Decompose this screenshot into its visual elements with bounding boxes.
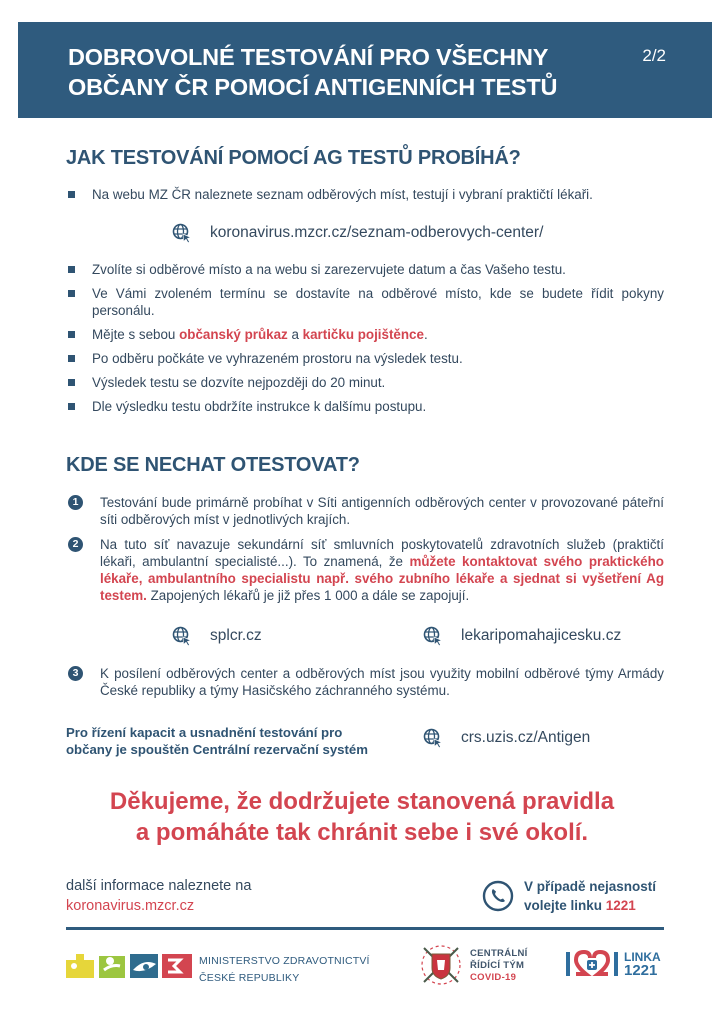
crs-description: Pro řízení kapacit a usnadnění testování pro občany je spouštěn Centrální rezervační systém: [66, 725, 368, 757]
linka-1221-logo-icon: [564, 948, 620, 980]
link-crs-antigen[interactable]: crs.uzis.cz/Antigen: [423, 728, 590, 748]
globe-cursor-icon: [172, 223, 192, 243]
page-title: [68, 42, 557, 102]
list-item: 3 K posílení odběrových center a odběrových míst jsou využity mobilní odběrové týmy Armády České republiky a týmy Hasičského záchranného systému.: [66, 665, 664, 699]
footer-logos: [0, 940, 724, 1000]
bullet-square-icon: [68, 355, 75, 362]
header-banner: [18, 22, 712, 118]
list-item: Zvolíte si odběrové místo a na webu si zarezervujete datum a čas Vašeho testu.: [66, 261, 664, 278]
list-item: Výsledek testu se dozvíte nejpozději do 20 minut.: [66, 374, 664, 391]
link-lekaripomahajicesku[interactable]: lekaripomahajicesku.cz: [423, 626, 621, 646]
number-badge: 3: [68, 666, 83, 681]
ministry-name: MINISTERSTVO ZDRAVOTNICTVÍ ČESKÉ REPUBLIKY: [199, 955, 370, 984]
helpline-text: V případě nejasností volejte linku 1221: [524, 879, 657, 913]
title-line-1: DOBROVOLNÉ TESTOVÁNÍ PRO VŠECHNY: [68, 44, 549, 70]
helpline-number[interactable]: 1221: [605, 898, 636, 913]
number-badge: 1: [68, 495, 83, 510]
helpline-box: [482, 877, 656, 915]
bullet-square-icon: [68, 331, 75, 338]
page-number: 2/2: [642, 46, 666, 65]
covid-team-name: CENTRÁLNÍ ŘÍDÍCÍ TÝM COVID-19: [470, 948, 528, 983]
link-seznam-center[interactable]: koronavirus.mzcr.cz/seznam-odberovych-center/: [172, 223, 543, 243]
list-item: 2 Na tuto síť navazuje sekundární síť smluvních poskytovatelů zdravotních služeb (praktičtí lékaři, ambulantní specialisté...). To znamená, že můžete kontaktovat svého praktického lékaře, ambulantního specialistu např. svého zubního lékaře a sjednat si vyšetření Ag testem. Zapojených lékařů je již přes 1 000 a dále se zapojují.: [66, 536, 664, 604]
list-item: Ve Vámi zvoleném termínu se dostavíte na odběrové místo, kde se budete řídit pokyny personálu.: [66, 285, 664, 319]
covid-team-emblem-icon: [418, 942, 464, 988]
highlight-id-card: občanský průkaz: [179, 327, 288, 342]
section-heading-how: JAK TESTOVÁNÍ POMOCÍ AG TESTŮ PROBÍHÁ?: [66, 147, 521, 169]
ministry-logo-icon: [66, 952, 192, 978]
title-line-2: OBČANY ČR POMOCÍ ANTIGENNÍCH TESTŮ: [68, 74, 558, 100]
where-list-continued: [66, 665, 664, 707]
globe-cursor-icon: [423, 626, 443, 646]
process-list: [66, 261, 664, 422]
globe-cursor-icon: [172, 626, 192, 646]
list-item: Po odběru počkáte ve vyhrazeném prostoru na výsledek testu.: [66, 350, 664, 367]
globe-cursor-icon: [423, 728, 443, 748]
thank-you-message: Děkujeme, že dodržujete stanovená pravidla a pomáháte tak chránit sebe i své okolí.: [109, 788, 615, 846]
list-item: Dle výsledku testu obdržíte instrukce k dalšímu postupu.: [66, 398, 664, 415]
list-item: 1 Testování bude primárně probíhat v Síti antigenních odběrových center v provozované páteřní síti odběrových míst v jednotlivých krajích.: [66, 494, 664, 528]
phone-icon: [482, 880, 514, 912]
list-item: Mějte s sebou občanský průkaz a kartičku pojištěnce.: [66, 326, 664, 343]
info-url-link[interactable]: koronavirus.mzcr.cz: [66, 898, 195, 914]
bullet-square-icon: [68, 403, 75, 410]
bullet-square-icon: [68, 290, 75, 297]
section-heading-where: KDE SE NECHAT OTESTOVAT?: [66, 454, 360, 476]
intro-list: [66, 186, 664, 210]
bullet-square-icon: [68, 379, 75, 386]
ministry-logo: [66, 952, 192, 978]
footer-divider: [66, 927, 664, 930]
linka-label: LINKA 1221: [624, 950, 661, 979]
highlight-insurance-card: kartičku pojištěnce: [302, 327, 424, 342]
bullet-square-icon: [68, 191, 75, 198]
list-item: Na webu MZ ČR naleznete seznam odběrových míst, testují i vybraní praktičtí lékaři.: [66, 186, 664, 203]
number-badge: 2: [68, 537, 83, 552]
highlight-contact-doctor: můžete kontaktovat svého praktického lékaře, ambulantního specialistu např. svého zubního lékaře a sjednat si vyšetření Ag testem.: [100, 554, 664, 603]
bullet-square-icon: [68, 266, 75, 273]
more-info: další informace naleznete na koronavirus.mzcr.cz: [66, 878, 252, 914]
where-list: [66, 494, 664, 612]
link-splcr[interactable]: splcr.cz: [172, 626, 262, 646]
